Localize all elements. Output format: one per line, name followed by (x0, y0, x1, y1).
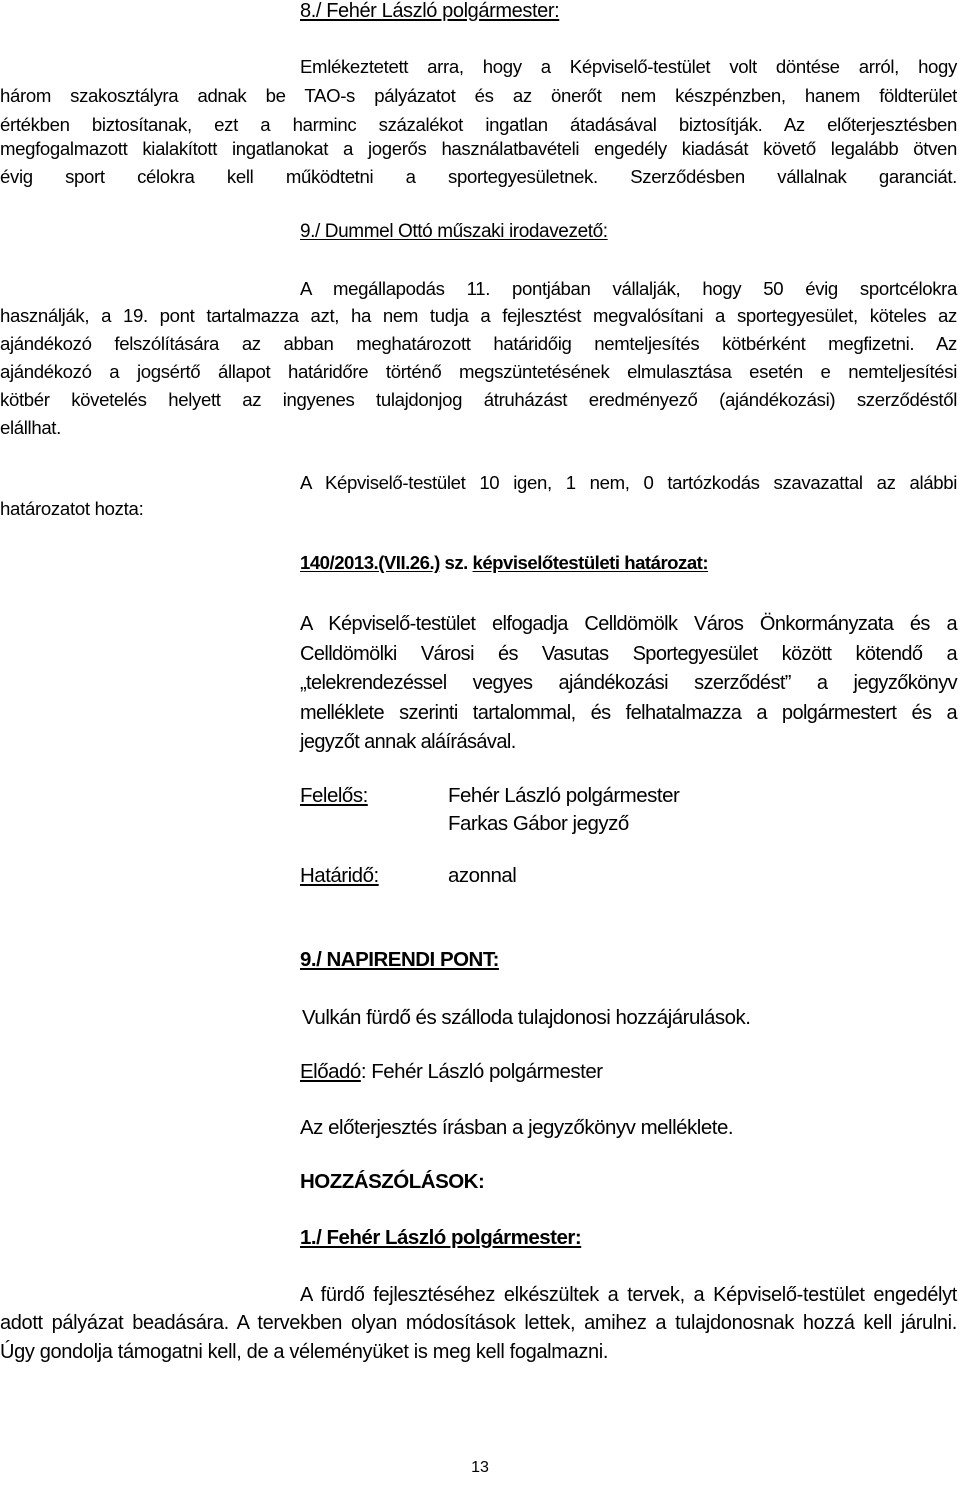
comment-1-heading: 1./ Fehér László polgármester: (300, 1226, 582, 1249)
resolution-line: Celldömölki Városi és Vasutas Sportegyesület között kötendő a (300, 643, 957, 665)
responsible-person-2: Farkas Gábor jegyző (448, 812, 629, 835)
resolution-number: 140/2013.(VII.26.) sz. képviselőtestületi határozat: (300, 552, 709, 573)
paragraph-line: ajándékozó a jogsértő állapot határidőre történő megszüntetésének elmulasztása esetén e nemteljesítési (0, 361, 957, 382)
deadline-label: Határidő: (300, 864, 379, 887)
paragraph-line: elállhat. (0, 417, 61, 438)
paragraph-line: három szakosztályra adnak be TAO-s pályázatot és az önerőt nem készpénzben, hanem földterület (0, 85, 957, 106)
speaker-heading-8: 8./ Fehér László polgármester: (300, 0, 560, 22)
paragraph-line: ajándékozó felszólítására az abban meghatározott határidőig nemteljesítés kötbérként megfizetni. Az (0, 333, 957, 354)
deadline-value: azonnal (448, 864, 517, 887)
paragraph-line: A fürdő fejlesztéséhez elkészültek a tervek, a Képviselő-testület engedélyt (300, 1284, 957, 1306)
resolution-number-text: 140/2013.(VII.26.) (300, 552, 440, 573)
paragraph-line: értékben biztosítanak, ezt a harminc százalékot ingatlan átadásával biztosítják. Az előterjesztésben (0, 114, 957, 135)
resolution-label: képviselőtestületi határozat: (472, 552, 709, 573)
vote-line: A Képviselő-testület 10 igen, 1 nem, 0 tartózkodás szavazattal az alábbi (300, 472, 957, 493)
paragraph-line: megfogalmazott kialakított ingatlanokat a jogerős használatbavételi engedély kiadását követő legalább ötven (0, 138, 957, 159)
comments-heading: HOZZÁSZÓLÁSOK: (300, 1170, 485, 1193)
paragraph-line: évig sport célokra kell működtetni a sportegyesületnek. Szerződésben vállalnak garanciát. (0, 166, 957, 187)
resolution-line: melléklete szerinti tartalommal, és felhatalmazza a polgármestert és a (300, 702, 957, 724)
paragraph-line: használják, a 19. pont tartalmazza azt, ha nem tudja a fejlesztést megvalósítani a sportegyesület, köteles az (0, 305, 957, 326)
agenda-title: Vulkán fürdő és szálloda tulajdonosi hozzájárulások. (302, 1006, 751, 1029)
paragraph-line: kötbér követelés helyett az ingyenes tulajdonjog átruházást eredményező (ajándékozási) szerződéstől (0, 389, 957, 410)
agenda-heading: 9./ NAPIRENDI PONT: (300, 948, 499, 971)
resolution-line: jegyzőt annak aláírásával. (300, 731, 516, 753)
paragraph-line: adott pályázat beadására. A tervekben olyan módosítások lettek, amihez a tulajdonosnak hozzá kell járulni. (0, 1312, 957, 1334)
agenda-note: Az előterjesztés írásban a jegyzőkönyv melléklete. (300, 1116, 734, 1139)
responsible-person-1: Fehér László polgármester (448, 784, 680, 807)
paragraph-line: Emlékeztetett arra, hogy a Képviselő-testület volt döntése arról, hogy (300, 56, 957, 77)
paragraph-line: Úgy gondolja támogatni kell, de a véleményüket is meg kell fogalmazni. (0, 1341, 609, 1363)
speaker-heading-9: 9./ Dummel Ottó műszaki irodavezető: (300, 221, 608, 242)
presenter-name: Fehér László polgármester (371, 1060, 603, 1083)
presenter-line: Előadó: Fehér László polgármester (300, 1060, 603, 1083)
resolution-line: „telekrendezéssel vegyes ajándékozási szerződést” a jegyzőkönyv (300, 672, 957, 694)
vote-line-end: határozatot hozta: (0, 498, 144, 519)
paragraph-line: A megállapodás 11. pontjában vállalják, hogy 50 évig sportcélokra (300, 278, 957, 299)
responsible-label: Felelős: (300, 784, 368, 807)
presenter-label: Előadó (300, 1060, 361, 1083)
page-number: 13 (471, 1459, 489, 1476)
resolution-line: A Képviselő-testület elfogadja Celldömölk Város Önkormányzata és a (300, 613, 957, 635)
